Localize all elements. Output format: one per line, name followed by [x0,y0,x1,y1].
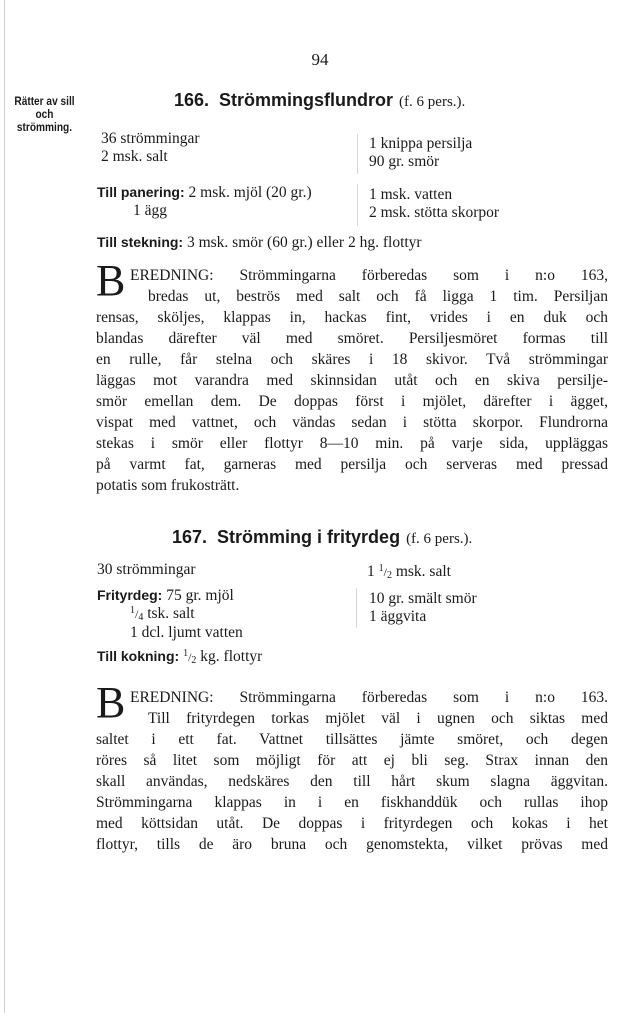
method-text [148,708,608,729]
method-line: blandas därefter väl med smöret. Persiljesmöret formas till [96,330,608,347]
method-line: på varmt fat, garneras med persilja och serveras med pressad [96,456,608,473]
fraction-numerator: 1 [183,648,189,659]
page-edge [4,0,5,1013]
ingredient: 1 äggvita [369,608,427,625]
ingredient: 2 msk. salt [101,148,168,165]
drop-cap: B [96,256,126,305]
frityrdeg-label: Frityrdeg: [97,587,163,603]
method-text [96,729,608,855]
kokning-label: Till kokning: [97,648,180,664]
recipe-number: 166. [174,90,210,110]
ingredient [367,563,451,581]
amount-whole: 1 [367,563,375,580]
margin-note [4,96,85,135]
method-text [96,307,608,496]
ingredient [130,605,195,623]
fraction-denominator: 2 [386,570,392,581]
amount-unit: tsk. salt [147,605,195,622]
method-line: smör emellan dem. De doppas först i mjölet, därefter i ägget, [96,393,608,410]
method-line: EREDNING: Strömmingarna förberedas som i n:o 163, [130,267,608,284]
ingredient: 10 gr. smält smör [369,590,477,607]
panering-line [97,184,312,202]
ingredient: 30 strömmingar [97,561,196,578]
method-line: Till frityrdegen torkas mjölet väl i ugnen och siktas med [148,710,608,727]
ingredient: 3 msk. smör (60 gr.) eller 2 hg. flottyr [186,234,422,251]
method-line: rensas, sköljes, klappas in, hackas fint, vrides i en duk och [96,309,608,326]
ingredient: 1 dcl. ljumt vatten [130,624,243,641]
recipe-name: Strömmingsflundror [219,90,394,110]
method-line: potatis som frukosträtt. [96,477,240,494]
page-number: 94 [311,50,329,69]
amount-fraction: $^1/_4$ [130,605,144,623]
amount-unit: kg. flottyr [200,648,263,665]
fraction-denominator: 2 [191,655,197,666]
ingredient: 1 ägg [133,202,168,219]
ingredient: 1 msk. vatten [369,186,453,203]
fraction-denominator: 4 [138,612,144,623]
method-line: Strömmingarna klappas in i en fiskhanddük och rullas ihop [96,794,608,811]
column-divider [357,134,358,174]
amount-unit: msk. salt [395,563,451,580]
recipe-number: 167. [172,527,208,547]
method-line: en rulle, får stelna och skäres i 18 skivor. Två strömmingar [96,351,608,368]
method-line: vispat med vattnet, och vändas sedan i stötta skorpor. Flundrorna [96,414,608,431]
margin-note-line: Rätter av sill [14,96,75,108]
method-text [148,286,608,307]
stekning-line [97,234,422,252]
method-line: EREDNING: Strömmingarna förberedas som i n:o 163. [130,689,608,706]
column-divider [357,184,358,226]
ingredient: 2 msk. stötta skorpor [369,204,500,221]
recipe-name: Strömming i frityrdeg [217,527,401,547]
ingredient: 2 msk. mjöl (20 gr.) [188,184,312,201]
drop-cap: B [96,678,126,727]
method-line: med köttsidan utåt. De doppas i frityrdegen och kokas i het [96,815,608,832]
recipe-166-title [174,90,465,111]
method-line: stekas i smör eller flottyr 8—10 min. på varje sida, uppläggas [96,435,608,452]
method-text [130,265,608,286]
method-line: skall användas, nedskäres den till hårt skum slagna äggvitan. [96,773,608,790]
method-line: röres så litet som möjligt för att ej bli seg. Strax innan den [96,752,608,769]
method-line: läggas mot varandra med skinnsidan utåt och en skiva persilje- [96,372,608,389]
stekning-label: Till stekning: [97,234,184,250]
frityrdeg-line [97,587,234,605]
method-text [130,687,608,708]
fraction-numerator: 1 [130,605,135,616]
fraction-numerator: 1 [378,563,384,574]
column-divider [356,588,357,628]
amount-fraction: $^1/_2$ [378,563,392,581]
method-line: bredas ut, beströs med salt och få ligga 1 tim. Persiljan [148,288,608,305]
method-line: flottyr, tills de äro bruna och genomstekta, vilket prövas med [96,836,608,853]
method-line: saltet i ett fat. Vattnet tillsättes jämte smöret, och degen [96,731,608,748]
amount-fraction: $^1/_2$ [183,648,197,666]
ingredient: 90 gr. smör [369,153,440,170]
recipe-167-title [172,527,472,548]
panering-label: Till panering: [97,184,185,200]
recipe-servings: (f. 6 pers.). [406,531,473,547]
ingredient: 36 strömmingar [101,130,200,147]
ingredient: 1 knippa persilja [369,135,473,152]
kokning-line [97,648,262,666]
ingredient: 75 gr. mjöl [166,587,234,604]
margin-note-line: strömming. [16,122,73,134]
margin-note-line: och [35,109,54,121]
recipe-servings: (f. 6 pers.). [399,94,466,110]
